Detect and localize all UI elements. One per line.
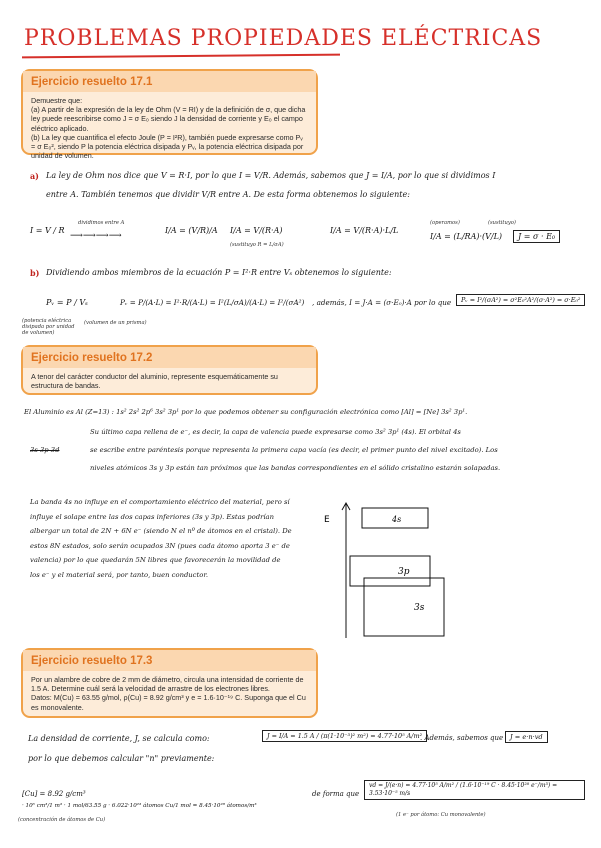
equation-note: (operamos) <box>430 220 460 226</box>
equation-step-3: I/A = V/(R·A) <box>230 226 283 235</box>
solution-1b-line-2: , además, I = J·A = (σ·E₀)·A por lo que <box>312 298 452 307</box>
equation-note: (concentración de átomos de Cu) <box>18 817 106 823</box>
orbital-levels-sketch: 3s 3p 3d <box>30 446 60 454</box>
exercise-statement <box>23 671 316 717</box>
solution-2-line-2: Su último capa rellena de e⁻, es decir, la capa de valencia puede expresarse como 3s² 3p¹ (4s). El orbital 4s <box>90 428 461 436</box>
band-3s-label: 3s <box>414 603 425 613</box>
exercise-title: Ejercicio resuelto 17.3 <box>23 650 316 671</box>
equation-power-density: Pᵥ = P / Vₛ <box>46 298 88 307</box>
statement-line: (a) A partir de la expresión de la ley de Ohm (V = RI) y de la definición de σ, que dicha ley puede reescribirse como J = σ E₀ siendo J la densidad de corriente y E₀ el campo eléctrico aplicado. <box>31 105 306 133</box>
statement-line: A tenor del carácter conductor del aluminio, represente esquemáticamente su estructura de bandas. <box>31 372 278 391</box>
exercise-title: Ejercicio resuelto 17.1 <box>23 71 316 92</box>
equation-concentration: · 10⁶ cm³/1 m³ · 1 mol/63.55 g · 6.022·10²³ átomos Cu/1 mol = 8.45·10²⁸ átomos/m³ <box>22 803 257 809</box>
equation-note: (volumen de un prisma) <box>84 320 147 326</box>
solution-2-line-1: El Aluminio es Al (Z=13) : 1s² 2s² 2p⁶ 3s² 3p¹ por lo que podemos obtener su configuración electrónica como [Al] = [Ne] 3s² 3p¹. <box>24 408 468 416</box>
exercise-title: Ejercicio resuelto 17.2 <box>23 347 316 368</box>
energy-axis-label: E <box>324 515 330 525</box>
band-4s-label: 4s <box>392 515 402 524</box>
solution-2-paragraph: La banda 4s no influye en el comportamiento eléctrico del material, pero sí influye el solape entre las dos capas inferiores (3s y 3p). Estas podrían albergar un total de 2N + 6N e⁻ (siendo N el nº de átomos en el cristal). De estos 8N estados, solo serán ocupados 3N (pues cada átomo aporta 3 e⁻ de valencia) por lo que quedarán 5N libres que favorecerán la movilidad de los e⁻ y el material será, por tanto, buen conductor. <box>30 498 292 579</box>
solution-2-line-3: se escribe entre paréntesis porque representa la primera capa vacía (es decir, el primer punto del nivel excitado). Los <box>90 446 498 454</box>
band-structure-diagram <box>320 500 450 640</box>
exercise-box-17-2 <box>21 345 318 395</box>
equation-ohm: I = V / R <box>30 226 65 235</box>
statement-line: Datos: M(Cu) = 63.55 g/mol, ρ(Cu) = 8.92 g/cm³ y e = 1.6·10⁻¹⁹ C. Suponga que el Cu es monovalente. <box>31 693 306 712</box>
result-joule-law: Pᵥ = I²/(σA²) = σ²E₀²A²/(σ·A²) = σ·E₀² <box>456 294 585 306</box>
exercise-box-17-3 <box>21 648 318 718</box>
equation-note: (1 e⁻ por átomo: Cu monovalente) <box>396 812 486 818</box>
exercise-box-17-1 <box>21 69 318 161</box>
equation-note: (sustituyo) <box>488 220 516 226</box>
equation-step-4: I/A = V/(R·A)·L/L <box>330 226 399 235</box>
statement-line: Por un alambre de cobre de 2 mm de diámetro, circula una intensidad de corriente de 1.5 A. Determine cuál será la velocidad de arrastre de los electrones libres. <box>31 675 304 694</box>
solution-1a-line-2: entre A. También tenemos que dividir V/R entre A. De esta forma obtenemos lo siguiente: <box>46 190 410 199</box>
band-3p-label: 3p <box>398 567 410 577</box>
exercise-statement <box>23 92 316 165</box>
equation-drift-relation: J = e·n·vd <box>505 731 548 743</box>
arrow-icon: ⟶⟶⟶⟶ <box>70 231 122 241</box>
arrow-note: dividimos entre A <box>78 220 125 226</box>
equation-note: (sustituyo R = L/σA) <box>230 242 284 248</box>
band-3p <box>350 556 430 586</box>
equation-note: (potencia eléctrica disipada por unidad de volumen) <box>22 318 75 336</box>
equation-step-2: I/A = (V/R)/A <box>165 226 218 235</box>
solution-3-line-3: de forma que <box>312 790 360 798</box>
equation-joule-steps: Pᵥ = P/(A·L) = I²·R/(A·L) = I²(L/σA)/(A·L) = I²/(σA²) <box>120 298 305 307</box>
solution-2-line-4: niveles atómicos 3s y 3p están tan próximos que las bandas correspondientes en el sólido cristalino estarán solapadas. <box>90 464 501 472</box>
part-a-label: a) <box>30 171 39 181</box>
equation-step-5: I/A = (L/RA)·(V/L) <box>430 232 503 241</box>
band-3s <box>364 578 444 636</box>
solution-3-line-2: por lo que debemos calcular "n" previamente: <box>28 754 215 763</box>
equation-drift-velocity: vd = J/(e·n) = 4.77·10⁵ A/m² / (1.6·10⁻¹⁹ C · 8.45·10²⁸ e⁻/m³) = 3.53·10⁻⁵ m/s <box>364 780 585 800</box>
equation-concentration-label: [Cu] = 8.92 g/cm³ <box>22 790 86 798</box>
solution-3-line-1b: . Además, sabemos que <box>420 734 504 742</box>
part-b-label: b) <box>30 268 40 278</box>
equation-current-density: J = I/A = 1.5 A / (π(1·10⁻³)² m²) = 4.77·10⁵ A/m² <box>262 730 427 742</box>
statement-line: Demuestre que: <box>31 96 83 105</box>
statement-line: (b) La ley que cuantifica el efecto Joule (P = I²R), también puede expresarse como Pᵥ = σ E₀², siendo P la potencia eléctrica disipada y Pᵥ, la potencia eléctrica disipada por unidad de volumen. <box>31 132 304 161</box>
solution-1a-line-1: La ley de Ohm nos dice que V = R·I, por lo que I = V/R. Además, sabemos que J = I/A, por lo que si dividimos I <box>46 171 496 180</box>
result-ohm-law: J = σ · E₀ <box>513 230 560 243</box>
solution-1b-line-1: Dividiendo ambos miembros de la ecuación P = I²·R entre Vₛ obtenemos lo siguiente: <box>46 268 392 277</box>
title-underline <box>22 54 340 59</box>
exercise-statement <box>23 368 316 395</box>
page-title: PROBLEMAS PROPIEDADES ELÉCTRICAS <box>24 26 543 51</box>
solution-3-line-1: La densidad de corriente, J, se calcula como: <box>28 734 210 743</box>
